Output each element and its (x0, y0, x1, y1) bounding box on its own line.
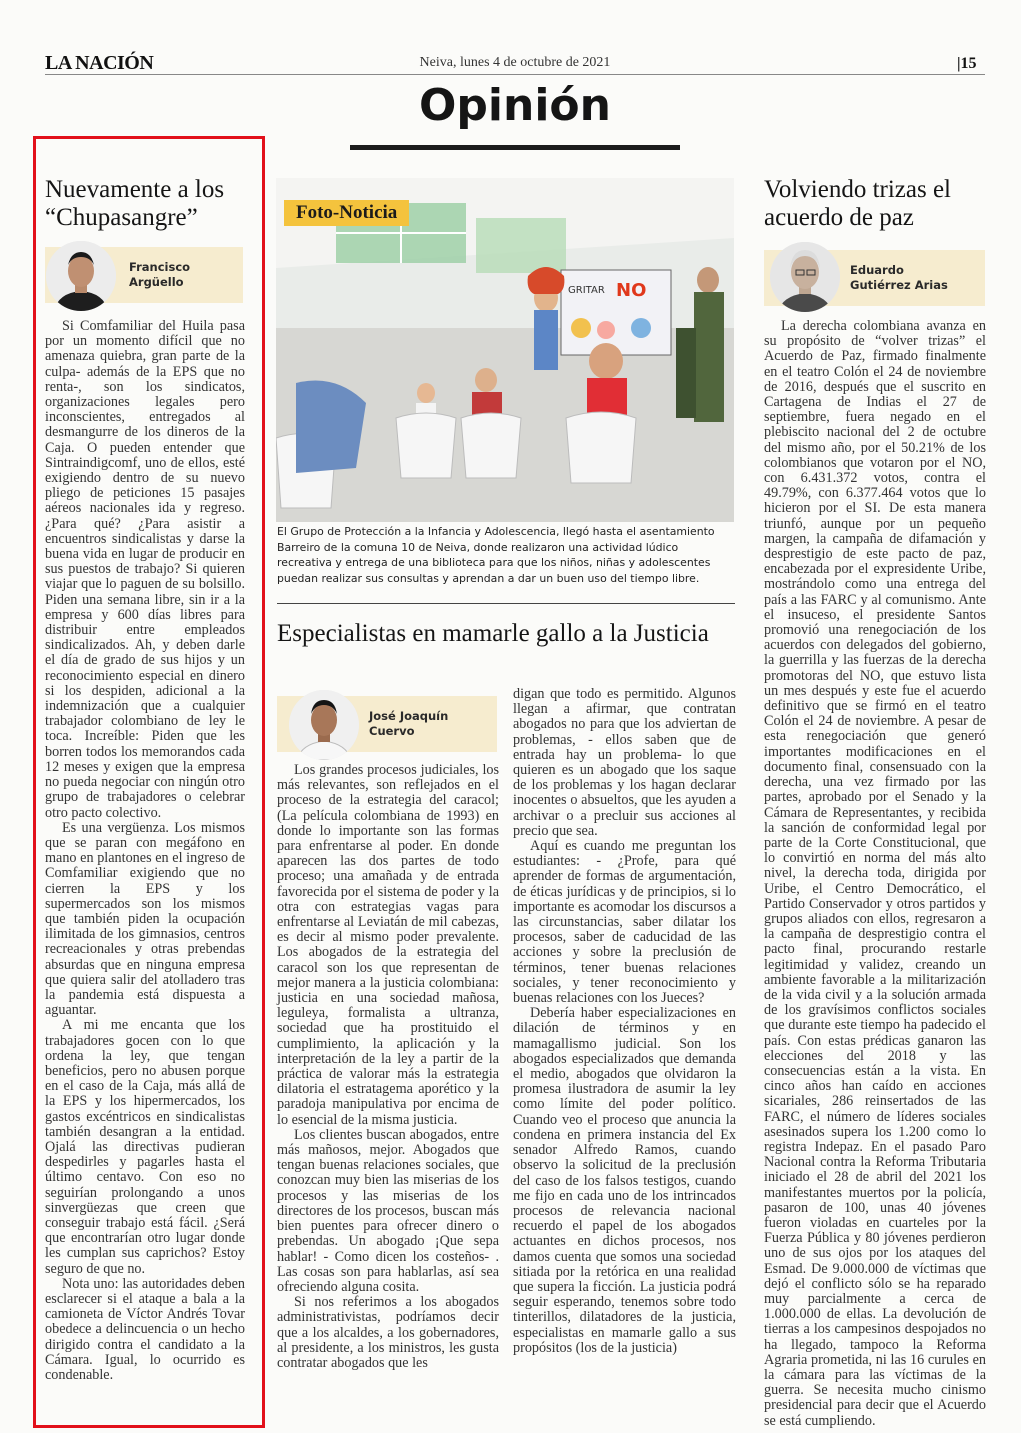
section-title: Opinión (419, 80, 611, 131)
center-article-column-2 (513, 687, 736, 1356)
photo-caption: El Grupo de Protección a la Infancia y Adolescencia, llegó hasta el asentamiento Barreiro de la comuna 10 de Neiva, donde realizaron una actividad lúdico recreativa y entrega de una biblioteca para que los niños, niñas y adolescentes puedan realizar sus consultas y aprendan a dar un buen uso del tiempo libre. (277, 525, 715, 585)
caption-rule (277, 603, 735, 604)
right-article-title: Volviendo trizas el acuerdo de paz (764, 176, 951, 231)
paragraph: digan que todo es permitido. Algunos llegan a afirmar, que contratan abogados no para que los adviertan de problemas, - ellos saben que de entrada hay un problema- lo que quieren es un abogado que los saque de los problemas y los hagan declarar inocentes o absueltos, que les ayuden a archivar o a precluir sus acciones al precio que sea. (513, 686, 736, 839)
header-rule (45, 74, 985, 75)
paragraph: Los clientes buscan abogados, entre más mañosos, mejor. Abogados que tengan buenas relaciones sociales, que conozcan muy bien las miserias de los procesos y las miserias de los directores de los procesos, buscan más bien puentes para ofrecer dinero o prebendas. Un abogado ¡Que sepa hablar! - Como dicen los costeños- . Las cosas son para hablarlas, así sea ofreciendo alguna cosita. (277, 1126, 499, 1295)
page-number: |15 (957, 55, 977, 72)
paragraph: A mi me encanta que los trabajadores gocen con lo que ordena la ley, que tengan beneficios, pero no abusen porque en el caso de la Caja, más allá de la EPS y los hipermercados, los gastos excéntricos en sindicalistas también desangran a la entidad. Ojalá las directivas pudieran despedirles y pagarles hasta el último centavo. Con eso no seguirían prolongando a unos sinvergüezas que creen que conseguir trabajo está fácil. ¿Será que encontrarían otro lugar donde les cumplan sus caprichos? Estoy seguro de que no. (45, 1017, 245, 1277)
right-author-box (764, 250, 985, 306)
author-last-name: Argüello (129, 275, 184, 289)
center-article-column-1 (277, 763, 499, 1371)
author-first-name: José Joaquín (369, 709, 449, 723)
left-author-box (45, 247, 243, 303)
svg-text:NO: NO (616, 280, 647, 301)
author-first-name: Francisco (129, 260, 191, 274)
paragraph: Los grandes procesos judiciales, los más relevantes, son reflejados en el proceso de la estrategia del caracol; (La película colombiana de 1993) en donde lo importante son las formas para enfrentarse al poder. En donde aparecen las dos partes de todo proceso; una amañada y de entrada favorecida por el sistema de poder y la otra con estrategias vagas para enfrentarse al Leviatán de mil cabezas, es decir al mismo poder prevalente. Los abogados de la estrategia del caracol son los que representan de mejor manera a la justicia colombiana: justicia en una sociedad mañosa, leguleya, formalista a ultranza, sociedad que ha prostituido el cumplimiento, la aplicación y la interpretación de la ley a partir de la práctica de valorar más la estrategia dilatoria el estratagema aporético y la paradoja manipulativa por encima de lo esencial de la misma justicia. (277, 762, 499, 1128)
right-author-name (850, 263, 948, 293)
center-author-name (369, 709, 448, 739)
left-article-body (45, 319, 245, 1383)
paragraph: Nota uno: las autoridades deben esclarecer si el ataque a bala a la camioneta de Víctor Andrés Tovar obedece a delincuencia o un hecho dirigido contra el candidato a la Cámara. Igual, lo ocurrido es condenable. (45, 1275, 245, 1384)
paragraph: Debería haber especializaciones en dilación de términos y en mamagallismo judicial. Son los abogados especializados que demanda el medio, abogados que olvidaron la promesa ilustradora de asumir la ley como límite del poder político. Cuando veo el proceso que anuncia la condena en primera instancia del Ex senador Alfredo Ramos, cuando observo la solicitud de la preclusión del caso de los falsos testigos, cuando me fijo en cada uno de los intrincados procesos de relevancia nacional recuerdo el papel de los abogados actuantes en dichos procesos, nos damos cuenta que somos una sociedad sitiada por la retórica en una realidad que supera la ficción. La justicia podrá seguir esperando, tenemos sobre todo tinterillos, dilatadores de la justicia, especialistas en mamarle gallo a sus propósitos (los de la justicia) (513, 1005, 736, 1356)
right-article-body (764, 319, 986, 1429)
left-article-title: Nuevamente a los “Chupasangre” (45, 176, 225, 231)
section-underline (350, 145, 680, 150)
center-author-box (277, 696, 497, 752)
issue-date: Neiva, lunes 4 de octubre de 2021 (419, 55, 611, 70)
paragraph: Si Comfamiliar del Huila pasa por un momento difícil que no amenaza quiebra, gran parte de la culpa- además de la EPS que no renta-, son los sindicatos, organizaciones legales pero inconscientes, entregados al desmangurre de los dineros de la Caja. O pueden entender que Sintraindigcomf, uno de ellos, esté exigiendo dentro de su nuevo pliego de peticiones 15 pasajes aéreos nacionales ida y regreso. ¿Para qué? ¿Para asistir a encuentros sindicalistas y darse la buena vida en lugar de producir en sus puestos de trabajo? Si quieren viajar que lo paguen de su bolsillo. Piden una semana libre, sin ir a la empresa y 600 días libres para distribuir entre empleados sindicalizados. Ah, y deben darle el día de grado de sus hijos y un reconocimiento especial en dinero si los despiden, adicional a la indemnización que a cualquier trabajador colombiano de ley le toca. Increíble: Piden que les borren todos los memorandos cada 12 meses y exigen que la empresa no pueda negociar con ningún otro grupo de trabajadores o celebrar otro pacto colectivo. (45, 318, 245, 821)
author-first-name: Eduardo (850, 263, 904, 277)
paragraph: La derecha colombiana avanza en su propósito de “volver trizas” el Acuerdo de Paz, firmado finalmente en el teatro Colón el 24 de noviembre de 2016, después que el suscrito en Cartagena de Indias el 27 de septiembre, fuera negado en el plebiscito nacional del 2 de octubre del mismo año, por el 50.21% de los colombianos que votaron por el NO, con 6.431.372 votos, contra el 49.79%, con 6.377.464 votos que lo hicieron por el SI. De esta manera triunfó, aunque por un pequeño margen, la campaña de difamación y desprestigio de este pacto de paz, encabezada por el expresidente Uribe, mostrándolo como una entrega del país a las FARC y al comunismo. Ante el insuceso, el presidente Santos promovió una renegociación de los acuerdos con delegados del gobierno, la guerrilla y las fuerzas de la derecha promotoras del NO, que estuvo lista un mes después y este fue el acuerdo definitivo que se firmó en el teatro Colón el 24 de noviembre. A pesar de esta renegociación que generó importantes modificaciones en el documento final, consensuado con la derecha, una vez firmado por las partes, aprobado por el Senado y la Cámara de Representantes, y recibida la sanción de conformidad legal por parte de la Corte Constitucional, que lo convirtió en norma del más alto nivel, la derecha toda, dirigida por Uribe, el Centro Democrático, el Partido Conservador y otros partidos y grupos aliados con ellos, regresaron a la campaña de desprestigio contra el pacto final, procurando restarle legitimidad y validez, creando un ambiente favorable a la militarización de la vida civil y a la solución armada de los gravísimos conflictos sociales que durante este tiempo ha padecido el país. Con estas prédicas ganaron las elecciones del 2018 y las consecuencias están a la vista. En cinco años han caído en acciones sicariales, 286 reinsertados de las FARC, el número de líderes sociales asesinados supera los 1.200 como lo registra Indepaz. En el pasado Paro Nacional contra la Reforma Tributaria iniciado el 28 de abril del 2021 los manifestantes muertos por la policía, pasaron de 100, unas 40 jóvenes fueron violadas en cuarteles por la Fuerza Pública y 80 jóvenes perdieron uno de sus ojos por los ataques del Esmad. De 9.000.000 de víctimas que dejó el conflicto sólo se ha reparado muy parcialmente a cerca de 1.000.000 de ellas. La devolución de tierras a los campesinos despojados no ha llegado, tampoco la Reforma Agraria prometida, ni las 16 curules en la cámara para las víctimas de la guerra. Se necesita mucho cinismo presidencial para decir que el Acuerdo se está cumpliendo. (764, 318, 986, 1429)
paragraph: Es una vergüenza. Los mismos que se paran con megáfono en mano en plantones en el ingreso de Comfamiliar exigiendo que no cierren la EPS y los supermercados son los mismos que también piden la ocupación ilimitada de los gimnasios, centros recreacionales y otras prebendas absurdas que en ninguna empresa que quiera salir del atolladero tras la pandemia está dispuesta a aguantar. (45, 819, 245, 1019)
center-article-title: Especialistas en mamarle gallo a la Justicia (277, 620, 709, 647)
photo-news-label: Foto-Noticia (284, 200, 409, 226)
author-photo (46, 241, 116, 311)
svg-text:GRITAR: GRITAR (568, 285, 605, 296)
author-photo (770, 242, 840, 312)
author-last-name: Gutiérrez Arias (850, 278, 948, 292)
paragraph: Aquí es cuando me preguntan los estudiantes: - ¿Profe, para qué aprender de formas de argumentación, de éticas jurídicas y de principios, si lo importante es acomodar los discursos a las circunstancias, saber dilatar los procesos, saber de caducidad de las acciones y sobre la preclusión de términos, tener buenas relaciones sociales, y tener reconocimiento y buenas relaciones con los Jueces? (513, 838, 736, 1007)
author-last-name: Cuervo (369, 724, 415, 738)
author-photo (289, 690, 359, 760)
left-author-name (129, 260, 190, 290)
news-photo (276, 178, 734, 522)
paragraph: Si nos referimos a los abogados administrativistas, podríamos decir que a los alcaldes, a los gobernadores, al presidente, a los ministros, les gusta contratar abogados que les (277, 1294, 499, 1371)
newspaper-logo: LA NACIÓN (45, 52, 154, 74)
